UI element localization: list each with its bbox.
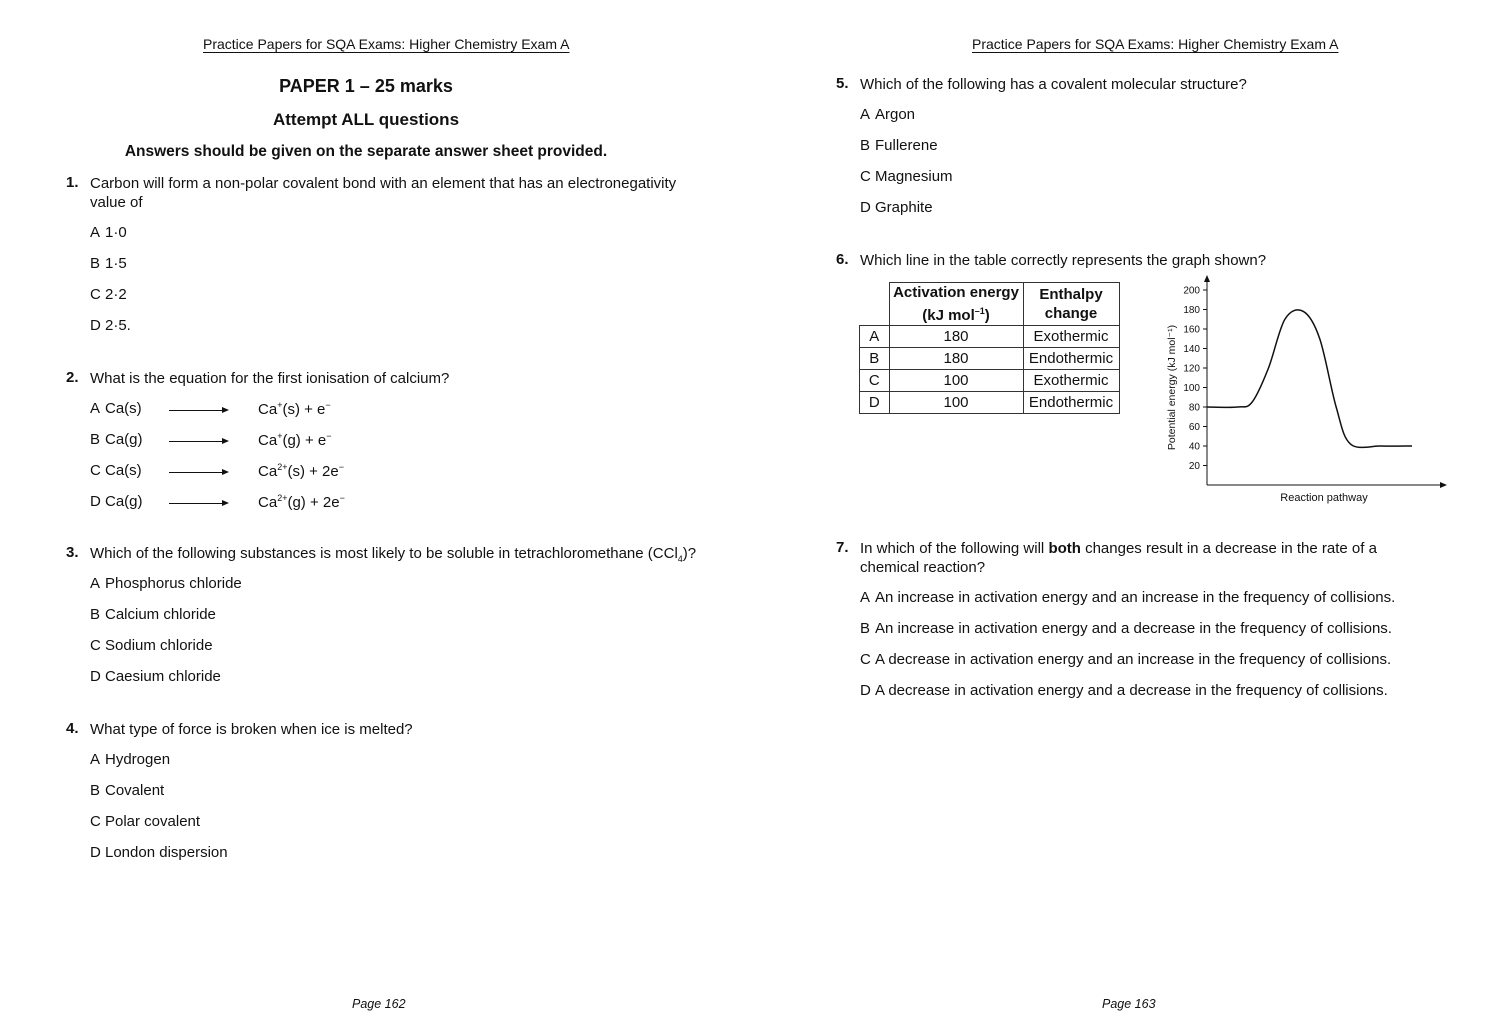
- row-letter: A: [860, 326, 890, 348]
- option-b-product: Ca+(g) + e−: [258, 431, 332, 449]
- y-tick-label: 200: [1183, 285, 1200, 297]
- row-energy: 100: [889, 370, 1023, 392]
- y-axis-arrow-icon: [1204, 275, 1210, 282]
- right-page: [750, 0, 1500, 1035]
- option-b: B An increase in activation energy and a decrease in the frequency of collisions.: [860, 620, 1392, 637]
- option-d: D London dispersion: [90, 844, 228, 861]
- option-a-product: Ca+(s) + e−: [258, 400, 331, 418]
- option-d: D Graphite: [860, 199, 933, 216]
- row-change: Endothermic: [1023, 392, 1119, 414]
- reaction-arrow-icon: [169, 503, 227, 504]
- option-a: A Phosphorus chloride: [90, 575, 242, 592]
- table-header-row: [860, 283, 1120, 326]
- option-c: C A decrease in activation energy and an increase in the frequency of collisions.: [860, 651, 1392, 668]
- question-text: What type of force is broken when ice is melted?: [90, 721, 413, 738]
- table-header-enthalpy-change: Enthalpy change: [1023, 283, 1119, 326]
- y-tick-label: 80: [1188, 402, 1200, 414]
- option-c-reactant: C Ca(s): [90, 462, 142, 479]
- page-header: Practice Papers for SQA Exams: Higher Chemistry Exam A: [203, 36, 570, 52]
- question-text: In which of the following will both changes result in a decrease in the rate of a chemical reaction?: [860, 540, 1377, 576]
- energy-profile-chart: [1160, 270, 1450, 510]
- y-tick-label: 120: [1183, 363, 1200, 375]
- reaction-arrow-icon: [169, 472, 227, 473]
- page-footer: Page 163: [1102, 997, 1156, 1011]
- question-number: 7.: [836, 539, 849, 556]
- option-c: C Magnesium: [860, 168, 953, 185]
- option-b: B Calcium chloride: [90, 606, 216, 623]
- y-tick-label: 180: [1183, 305, 1200, 316]
- question-text: What is the equation for the first ionisation of calcium?: [90, 370, 450, 387]
- row-letter: C: [860, 370, 890, 392]
- question-text: Carbon will form a non-polar covalent bond with an element that has an electronegativity value of: [90, 175, 677, 211]
- option-d-product: $Ca^{2+}(g) + 2e^-$: [258, 493, 345, 511]
- option-d: D Caesium chloride: [90, 668, 221, 685]
- option-a: A Hydrogen: [90, 751, 171, 768]
- row-letter: B: [860, 348, 890, 370]
- question-number: 1.: [66, 174, 79, 191]
- question-number: 3.: [66, 544, 79, 561]
- option-b-reactant: B Ca(g): [90, 431, 143, 448]
- option-c: C Polar covalent: [90, 813, 201, 830]
- y-tick-label: 160: [1183, 324, 1200, 336]
- y-tick-label: 100: [1183, 383, 1200, 394]
- table-row: [860, 326, 1120, 348]
- row-change: Endothermic: [1023, 348, 1119, 370]
- option-a-reactant: A Ca(s): [90, 400, 142, 417]
- answer-table: [859, 282, 1120, 414]
- reaction-arrow-icon: [169, 441, 227, 442]
- x-axis-label: Reaction pathway: [1280, 492, 1368, 504]
- question-text: Which line in the table correctly represents the graph shown?: [860, 252, 1267, 269]
- y-tick-label: 40: [1188, 441, 1200, 453]
- paper-subtitle: Attempt ALL questions: [272, 110, 460, 129]
- reaction-arrow-icon: [169, 410, 227, 411]
- energy-curve: [1207, 310, 1412, 448]
- instruction: Answers should be given on the separate answer sheet provided.: [124, 143, 608, 160]
- option-d: D A decrease in activation energy and a decrease in the frequency of collisions.: [860, 682, 1388, 699]
- option-d-reactant: D Ca(g): [90, 493, 143, 510]
- paper-title: PAPER 1 – 25 marks: [279, 76, 453, 96]
- option-b: B Covalent: [90, 782, 165, 799]
- option-a: A Argon: [860, 106, 916, 123]
- option-d: D 2·5.: [90, 317, 131, 334]
- option-a: A 1·0: [90, 224, 127, 241]
- question-number: 6.: [836, 251, 849, 268]
- row-letter: D: [860, 392, 890, 414]
- option-c: C 2·2: [90, 286, 127, 303]
- question-number: 2.: [66, 369, 79, 386]
- question-number: 5.: [836, 75, 849, 92]
- y-tick-label: 140: [1183, 344, 1200, 355]
- x-axis-arrow-icon: [1440, 482, 1447, 488]
- row-energy: 100: [889, 392, 1023, 414]
- table-row: [860, 392, 1120, 414]
- question-text: Which of the following substances is most likely to be soluble in tetrachloromethane (CCl$_4$)?: [90, 545, 697, 564]
- option-b: B Fullerene: [860, 137, 938, 154]
- y-tick-label: 20: [1188, 461, 1200, 472]
- page-footer: Page 162: [352, 997, 406, 1011]
- table-corner: [860, 283, 890, 326]
- page-header: Practice Papers for SQA Exams: Higher Chemistry Exam A: [972, 36, 1339, 52]
- option-c: C Sodium chloride: [90, 637, 213, 654]
- table-row: [860, 348, 1120, 370]
- question-text: Which of the following has a covalent molecular structure?: [860, 76, 1247, 93]
- row-change: Exothermic: [1023, 370, 1119, 392]
- table-header-activation-energy: Activation energy (kJ mol$^{-1}$): [889, 283, 1023, 326]
- option-b: B 1·5: [90, 255, 127, 272]
- y-tick-label: 60: [1188, 422, 1200, 433]
- row-change: Exothermic: [1023, 326, 1119, 348]
- question-number: 4.: [66, 720, 79, 737]
- option-c-product: $Ca^{2+}(s) + 2e^-$: [258, 462, 344, 480]
- row-energy: 180: [889, 326, 1023, 348]
- option-a: A An increase in activation energy and an increase in the frequency of collisions.: [860, 589, 1396, 606]
- row-energy: 180: [889, 348, 1023, 370]
- table-row: [860, 370, 1120, 392]
- y-axis-label: Potential energy (kJ mol⁻¹): [1166, 324, 1178, 451]
